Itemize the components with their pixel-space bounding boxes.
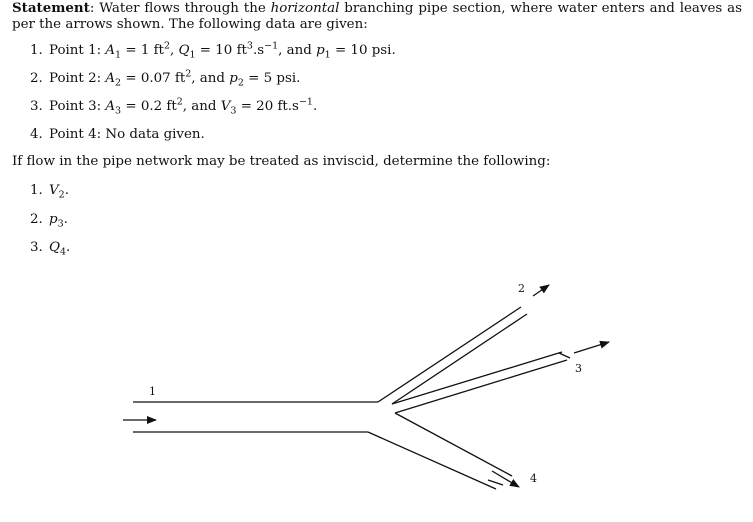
statement-text-before: : Water flows through the xyxy=(89,1,271,16)
branch-3-flow-arrow xyxy=(574,342,609,353)
statement-emphasis: horizontal xyxy=(270,1,340,16)
point-1-label: 1 xyxy=(149,385,156,398)
point-3-label: 3 xyxy=(575,362,582,375)
branch-2-flow-arrow xyxy=(533,285,549,296)
given-item-4: 4. Point 4: No data given. xyxy=(30,127,205,142)
statement-text-after: branching pipe section, where water enters and leaves as per the arrows shown. The following data are given: xyxy=(12,1,742,32)
branch-4-lower-wall xyxy=(368,432,496,489)
question-3: 3. $Q_4$. xyxy=(30,240,71,258)
branch-4-upper-wall xyxy=(395,413,512,476)
point-2-label: 2 xyxy=(518,282,525,295)
given-item-1: 1. Point 1: $A_1 = 1$ $ft^2$, $Q_1 = 10$ $ft^3.s^{-1}$, and $p_1 = 10$ psi. xyxy=(30,40,396,61)
branch-3-break-mark xyxy=(559,353,570,358)
given-item-2: 2. Point 2: $A_2 = 0.07$ $ft^2$, and $p_2 = 5$ psi. xyxy=(30,68,301,89)
statement-label: Statement xyxy=(12,0,90,16)
question-1: 1. $V_2$. xyxy=(30,183,69,201)
branch-3-upper-wall xyxy=(392,352,562,404)
branch-2-inner-wall xyxy=(392,314,527,404)
question-2: 2. $p_3$. xyxy=(30,212,68,230)
branch-4-flow-arrow xyxy=(492,471,519,487)
given-item-3: 3. Point 3: $A_3 = 0.2$ $ft^2$, and $V_3 = 20$ $ft.s^{-1}$. xyxy=(30,96,318,117)
point-4-label: 4 xyxy=(530,472,537,485)
branch-4-break-mark xyxy=(488,480,503,485)
branch-3-lower-wall xyxy=(395,360,567,413)
question-prompt: If flow in the pipe network may be treated as inviscid, determine the following: xyxy=(12,154,551,169)
branch-2-outer-wall xyxy=(378,307,521,402)
